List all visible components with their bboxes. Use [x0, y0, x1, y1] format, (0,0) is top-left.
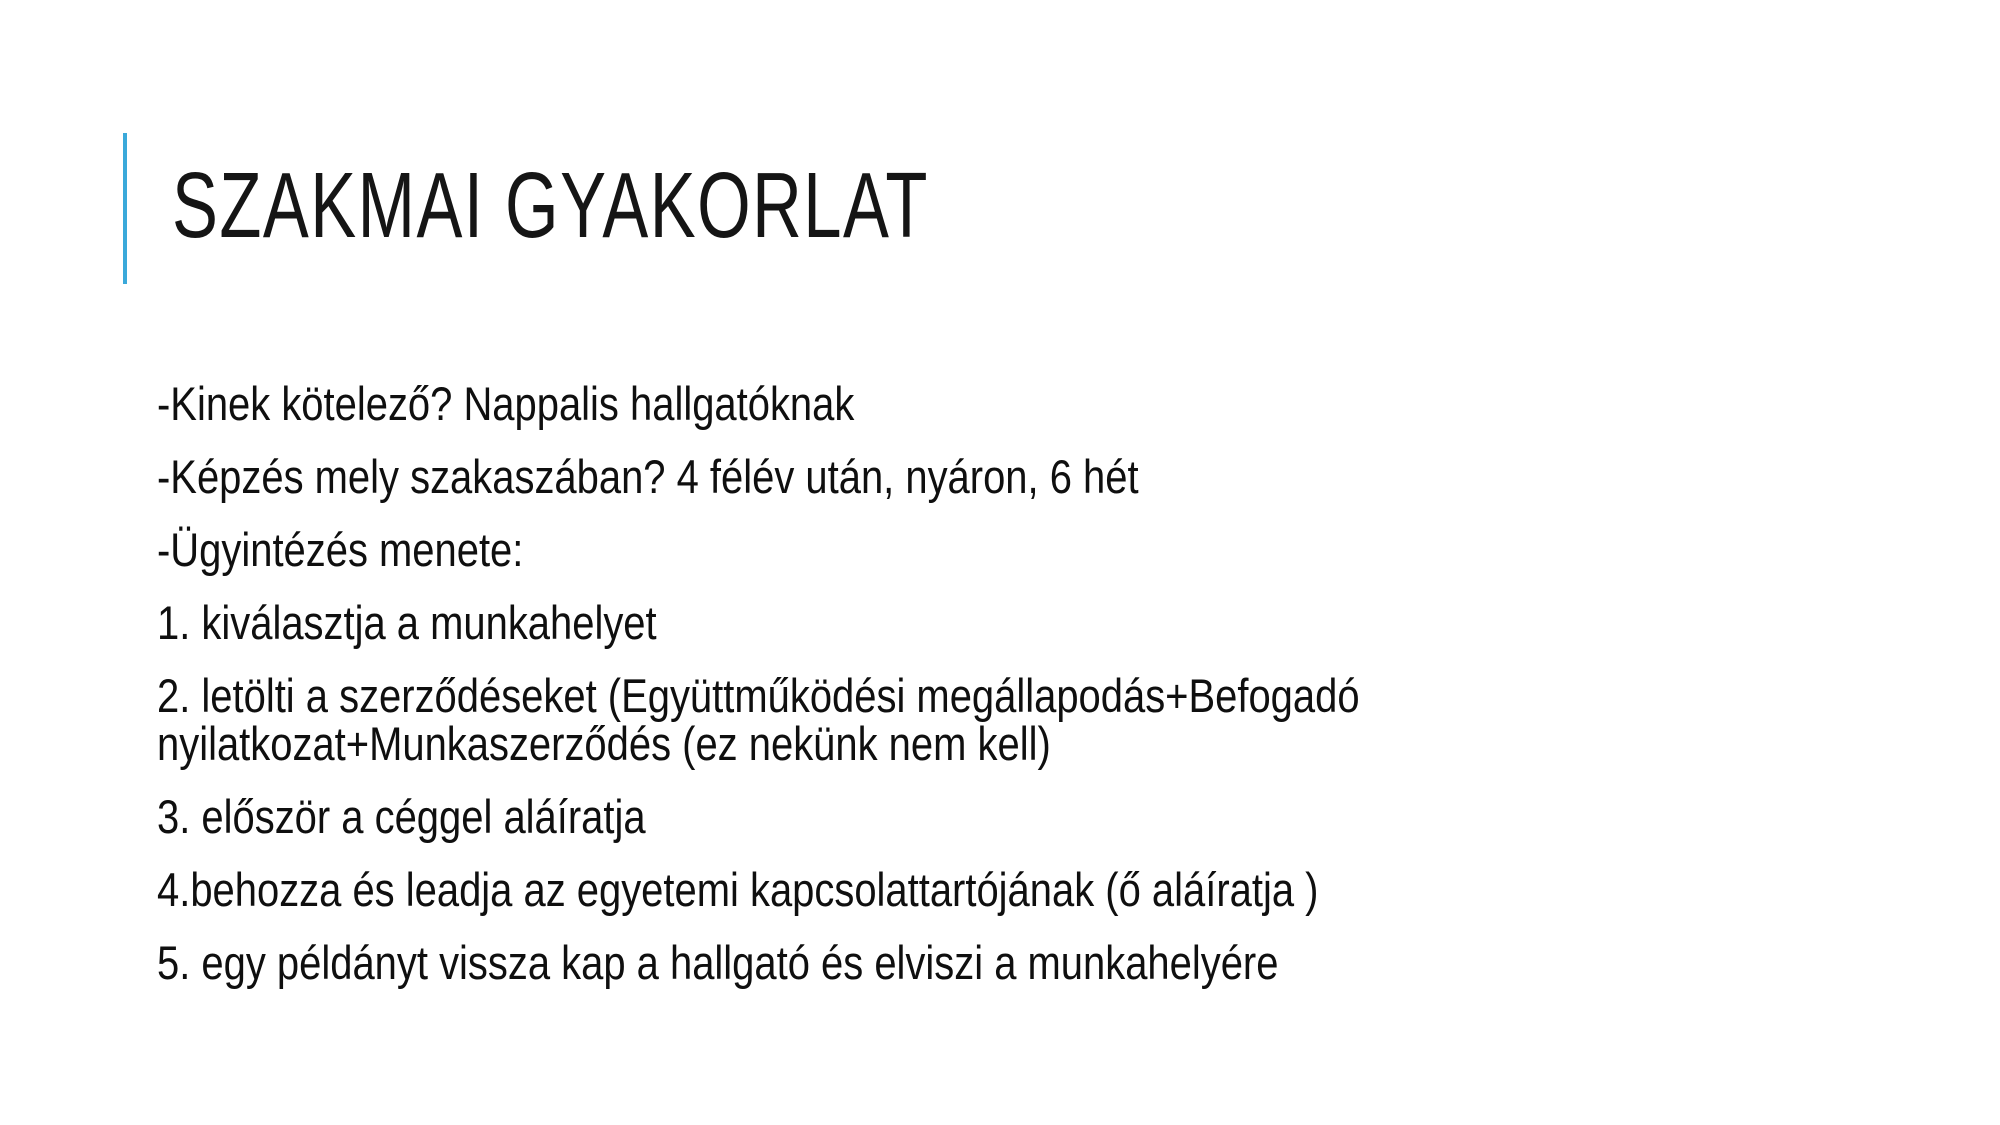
bullet-line: 3. először a céggel aláíratja	[157, 790, 646, 843]
bullet-line: -Kinek kötelező? Nappalis hallgatóknak	[157, 377, 855, 430]
slide-title: SZAKMAI GYAKORLAT	[172, 153, 929, 257]
bullet-line: 1. kiválasztja a munkahelyet	[157, 596, 657, 649]
bullet-line: 2. letölti a szerződéseket (Együttműködési megállapodás+Befogadó nyilatkozat+Munkaszerződés (ez nekünk nem kell)	[157, 669, 1360, 770]
bullet-line: -Ügyintézés menete:	[157, 523, 524, 576]
bullet-line: -Képzés mely szakaszában? 4 félév után, nyáron, 6 hét	[157, 450, 1139, 503]
slide-body-text	[157, 377, 1470, 1012]
bullet-line: 5. egy példányt vissza kap a hallgató és elviszi a munkahelyére	[157, 936, 1279, 989]
title-accent-bar	[123, 133, 127, 284]
bullet-line: 4.behozza és leadja az egyetemi kapcsolattartójának (ő aláíratja )	[157, 863, 1319, 916]
